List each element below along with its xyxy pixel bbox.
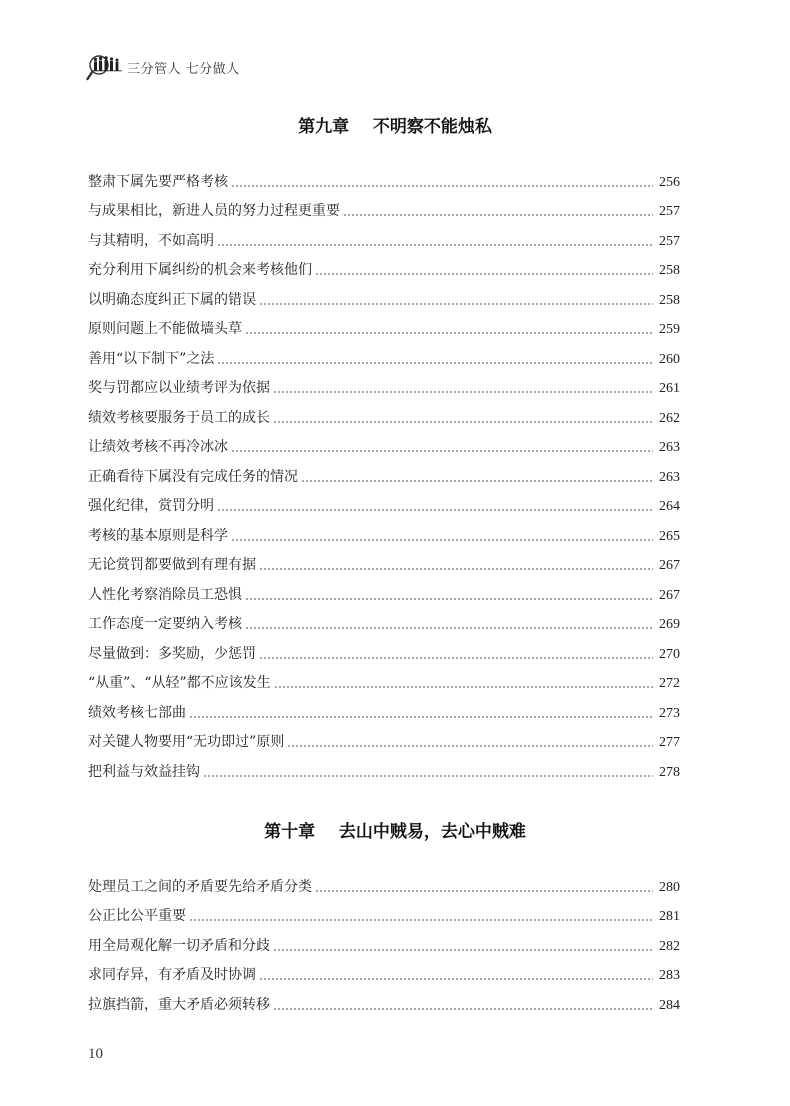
people-magnifier-icon xyxy=(86,52,124,82)
dot-leader xyxy=(217,362,653,364)
toc-entry-title: 以明确态度纠正下属的错误 xyxy=(88,291,256,308)
toc-list xyxy=(88,161,680,781)
toc-entry[interactable] xyxy=(88,191,680,221)
toc-entry[interactable] xyxy=(88,984,680,1014)
dot-leader xyxy=(245,598,653,600)
dot-leader xyxy=(245,627,653,629)
toc-entry-page: 278 xyxy=(659,764,680,780)
toc-entry-page: 257 xyxy=(659,233,680,249)
dot-leader xyxy=(189,716,653,718)
toc-entry-page: 260 xyxy=(659,351,680,367)
toc-entry[interactable] xyxy=(88,279,680,309)
toc-entry-title: 尽量做到：多奖励，少惩罚 xyxy=(88,645,256,662)
dot-leader xyxy=(315,273,653,275)
dot-leader xyxy=(245,332,653,334)
toc-entry-title: 让绩效考核不再冷冰冰 xyxy=(88,439,228,455)
toc-entry[interactable] xyxy=(88,633,680,663)
chapter-title: 第九章 不明察不能烛私 xyxy=(298,117,492,137)
toc-entry[interactable] xyxy=(88,515,680,545)
dot-leader xyxy=(259,978,653,980)
toc-entry[interactable] xyxy=(88,604,680,634)
dot-leader xyxy=(287,745,653,747)
toc-entry[interactable] xyxy=(88,574,680,604)
toc-entry[interactable] xyxy=(88,220,680,250)
toc-entry-page: 264 xyxy=(659,499,680,514)
dot-leader xyxy=(343,214,653,216)
toc-entry-page: 277 xyxy=(659,735,680,750)
toc-entry-page: 258 xyxy=(659,263,680,278)
toc-entry-title: 对关键人物要用“无功即过”原则 xyxy=(88,734,285,750)
toc-entry-page: 265 xyxy=(659,528,680,544)
page-number: 10 xyxy=(88,1046,103,1062)
dot-leader xyxy=(231,450,653,452)
toc-entry-page: 284 xyxy=(659,997,680,1013)
toc-entry-title: 善用“以下制下”之法 xyxy=(88,350,215,367)
dot-leader xyxy=(231,539,653,541)
toc-entry-title: 考核的基本原则是科学 xyxy=(88,527,228,544)
toc-entry[interactable] xyxy=(88,925,680,955)
toc-entry[interactable] xyxy=(88,397,680,427)
toc-entry[interactable] xyxy=(88,663,680,693)
toc-entry[interactable] xyxy=(88,250,680,280)
toc-entry-title: 用全局观化解一切矛盾和分歧 xyxy=(88,937,270,954)
toc-entry-title: 奖与罚都应以业绩考评为依据 xyxy=(88,380,270,396)
toc-entry-title: 绩效考核要服务于员工的成长 xyxy=(88,409,270,426)
dot-leader xyxy=(315,890,653,892)
toc-entry[interactable] xyxy=(88,866,680,896)
dot-leader xyxy=(217,244,653,246)
toc-entry[interactable] xyxy=(88,309,680,339)
toc-entry-page: 282 xyxy=(659,938,680,954)
toc-entry-title: 整肃下属先要严格考核 xyxy=(88,173,228,190)
toc-entry[interactable] xyxy=(88,955,680,985)
toc-entry-title: 求同存异，有矛盾及时协调 xyxy=(88,967,256,983)
toc-entry-title: 与成果相比，新进人员的努力过程更重要 xyxy=(88,203,340,219)
toc-entry-page: 267 xyxy=(659,558,680,573)
toc-entry-title: 人性化考察消除员工恐惧 xyxy=(88,586,242,603)
dot-leader xyxy=(273,421,653,423)
toc-entry-page: 263 xyxy=(659,440,680,455)
toc-entry[interactable] xyxy=(88,722,680,752)
dot-leader xyxy=(273,949,653,951)
toc-entry[interactable] xyxy=(88,545,680,575)
toc-entry-page: 262 xyxy=(659,410,680,426)
toc-entry-title: 工作态度一定要纳入考核 xyxy=(88,616,242,632)
toc-entry-page: 272 xyxy=(659,676,680,691)
toc-entry-title: “从重”、“从轻”都不应该发生 xyxy=(88,675,271,691)
toc-entry-page: 257 xyxy=(659,204,680,219)
toc-entry[interactable] xyxy=(88,751,680,781)
toc-entry-title: 与其精明，不如高明 xyxy=(88,232,214,249)
toc-entry-page: 281 xyxy=(659,909,680,924)
toc-entry-title: 拉旗挡箭，重大矛盾必须转移 xyxy=(88,996,270,1013)
toc-entry-title: 公正比公平重要 xyxy=(88,908,186,924)
running-header xyxy=(86,52,240,82)
dot-leader xyxy=(301,480,653,482)
dot-leader xyxy=(259,657,653,659)
toc-entry-title: 原则问题上不能做墙头草 xyxy=(88,321,242,337)
toc-entry[interactable] xyxy=(88,338,680,368)
toc-entry-page: 270 xyxy=(659,646,680,662)
toc-entry[interactable] xyxy=(88,692,680,722)
toc-entry-title: 无论赏罚都要做到有理有据 xyxy=(88,557,256,573)
toc-entry-title: 充分利用下属纠纷的机会来考核他们 xyxy=(88,262,312,278)
book-title: 三分管人 七分做人 xyxy=(127,61,240,77)
toc-entry[interactable] xyxy=(88,427,680,457)
dot-leader xyxy=(217,509,653,511)
dot-leader xyxy=(231,185,653,187)
dot-leader xyxy=(273,391,653,393)
toc-entry-page: 273 xyxy=(659,705,680,721)
toc-entry[interactable] xyxy=(88,456,680,486)
toc-entry-page: 258 xyxy=(659,292,680,308)
toc-entry-page: 269 xyxy=(659,617,680,632)
toc-entry-page: 267 xyxy=(659,587,680,603)
dot-leader xyxy=(259,568,653,570)
toc-entry-page: 261 xyxy=(659,381,680,396)
toc-entry[interactable] xyxy=(88,161,680,191)
dot-leader xyxy=(273,1008,653,1010)
toc-entry-title: 把利益与效益挂钩 xyxy=(88,763,200,780)
toc-entry[interactable] xyxy=(88,368,680,398)
toc-entry-page: 259 xyxy=(659,322,680,337)
toc-entry-title: 处理员工之间的矛盾要先给矛盾分类 xyxy=(88,878,312,895)
toc-entry-page: 283 xyxy=(659,968,680,983)
toc-entry[interactable] xyxy=(88,896,680,926)
toc-entry-page: 280 xyxy=(659,879,680,895)
toc-entry-page: 256 xyxy=(659,174,680,190)
dot-leader xyxy=(274,686,653,688)
chapter-title: 第十章 去山中贼易，去心中贼难 xyxy=(264,822,526,842)
toc-entry-title: 强化纪律，赏罚分明 xyxy=(88,498,214,514)
toc-entry[interactable] xyxy=(88,486,680,516)
dot-leader xyxy=(203,775,653,777)
dot-leader xyxy=(259,303,653,305)
toc-entry-title: 正确看待下属没有完成任务的情况 xyxy=(88,468,298,485)
toc-list xyxy=(88,866,680,1014)
dot-leader xyxy=(189,919,653,921)
toc-entry-title: 绩效考核七部曲 xyxy=(88,704,186,721)
toc-entry-page: 263 xyxy=(659,469,680,485)
